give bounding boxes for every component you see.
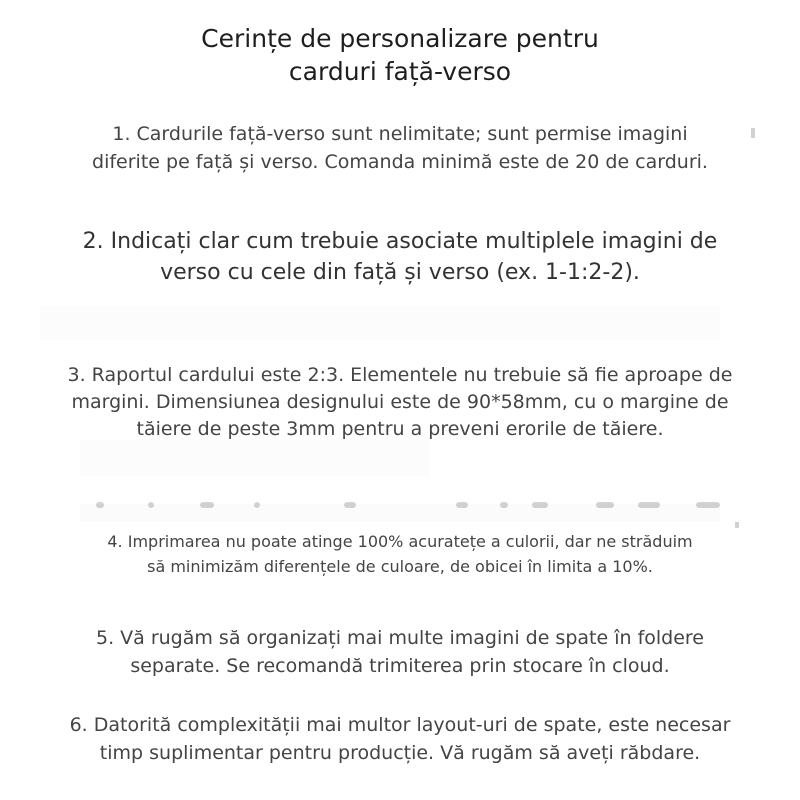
requirement-line: 3. Raportul cardului este 2:3. Elementele nu trebuie să fie aproape de xyxy=(67,364,733,386)
title-line: Cerințe de personalizare pentru xyxy=(201,24,599,53)
requirement-item-4 xyxy=(20,529,780,579)
requirement-line: 4. Imprimarea nu poate atinge 100% acuratețe a culorii, dar ne străduim xyxy=(107,532,693,551)
page-title xyxy=(40,22,760,88)
requirement-item-2 xyxy=(20,226,780,288)
background-band xyxy=(40,306,720,340)
requirement-line: 5. Vă rugăm să organizați mai multe imagini de spate în foldere xyxy=(95,627,704,649)
requirement-line: diferite pe față și verso. Comanda minimă este de 20 de carduri. xyxy=(92,151,708,173)
edge-mark xyxy=(735,522,739,528)
requirement-line: 1. Cardurile față-verso sunt nelimitate; sunt permise imagini xyxy=(112,123,688,145)
requirement-line: să minimizăm diferențele de culoare, de obicei în limita a 10%. xyxy=(147,557,653,576)
requirement-line: 2. Indicați clar cum trebuie asociate multiplele imagini de xyxy=(82,229,718,254)
requirement-line: separate. Se recomandă trimiterea prin stocare în cloud. xyxy=(130,655,670,677)
requirement-line: verso cu cele din față și verso (ex. 1-1:2-2). xyxy=(160,260,640,285)
requirement-line: margini. Dimensiunea designului este de 90*58mm, cu o margine de xyxy=(71,391,729,413)
faded-text-remnant xyxy=(96,502,736,512)
requirement-item-1 xyxy=(20,120,780,176)
requirement-line: timp suplimentar pentru producție. Vă rugăm să aveți răbdare. xyxy=(99,742,701,764)
requirement-item-5 xyxy=(20,624,780,680)
requirement-item-3 xyxy=(20,362,780,443)
title-line: carduri față-verso xyxy=(288,57,512,86)
background-band xyxy=(80,440,430,476)
requirement-item-6 xyxy=(20,711,780,767)
requirement-line: tăiere de peste 3mm pentru a preveni erorile de tăiere. xyxy=(136,418,664,440)
requirement-line: 6. Datorită complexității mai multor layout-uri de spate, este necesar xyxy=(69,714,731,736)
